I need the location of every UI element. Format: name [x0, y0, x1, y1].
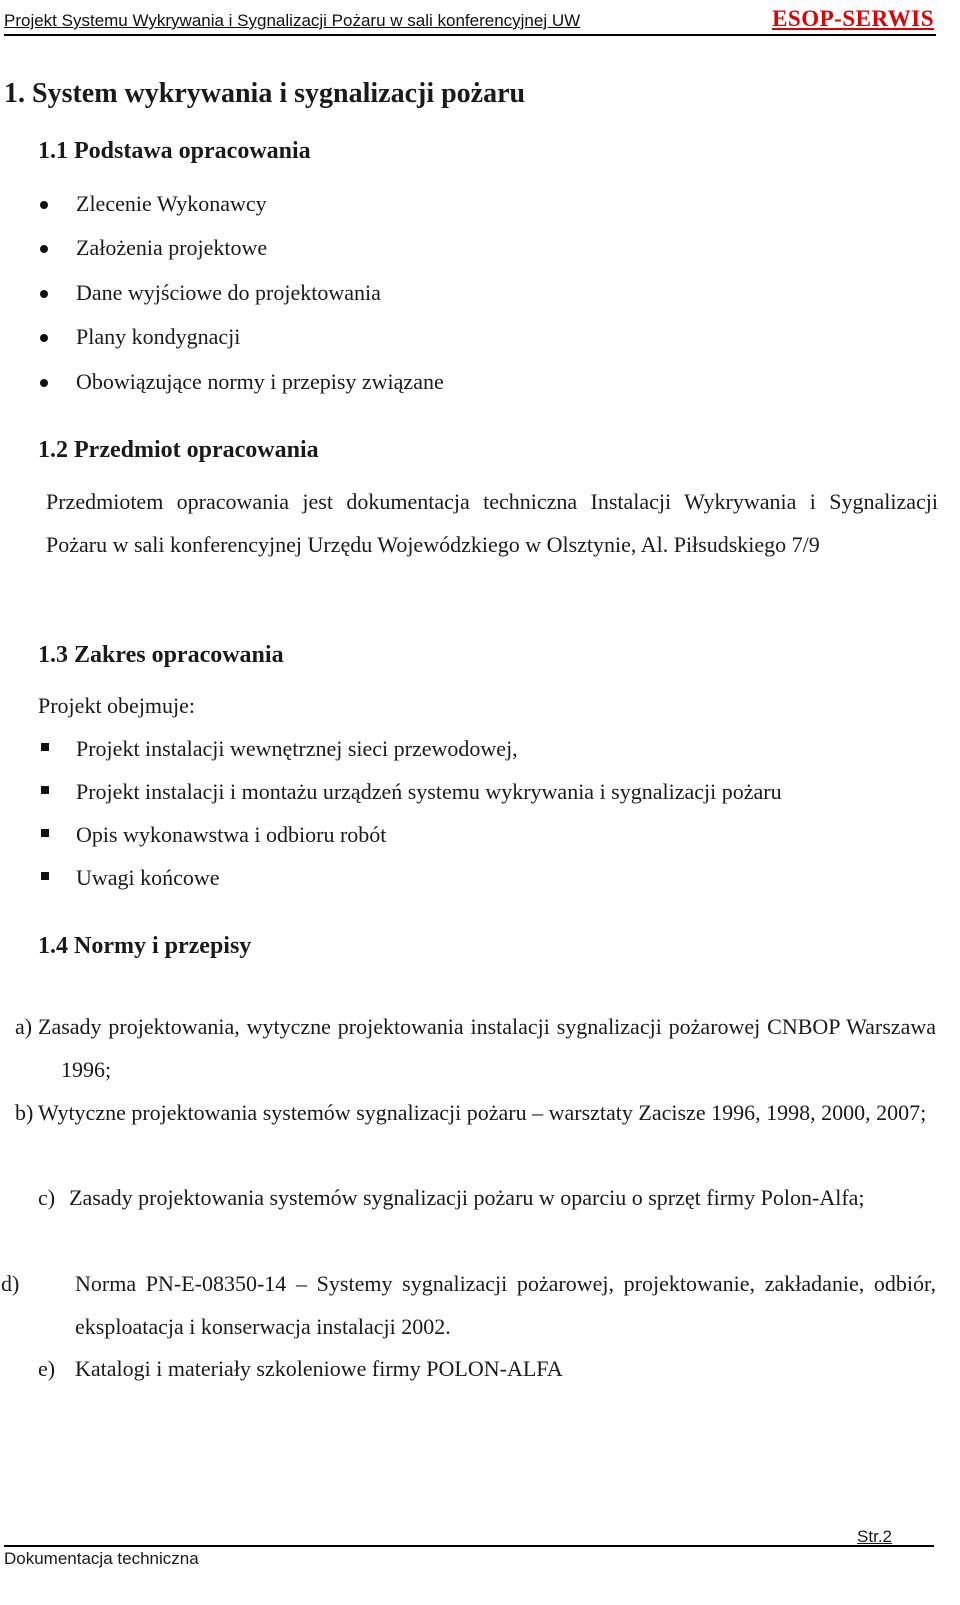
section-1-1-heading: 1.1 Podstawa opracowania [38, 138, 311, 164]
reference-item: a) Zasady projektowania, wytyczne projektowania instalacji sygnalizacji pożarowej CNBOP Warszawa 1996; [15, 1014, 936, 1082]
square-bullet-icon [41, 829, 49, 837]
bullet-icon [40, 245, 48, 253]
square-bullet-icon [41, 872, 49, 880]
list-item: Uwagi końcowe [76, 865, 220, 890]
list-item: Opis wykonawstwa i odbioru robót [76, 822, 387, 847]
bullet-icon [40, 290, 48, 298]
list-item: Zlecenie Wykonawcy [76, 191, 267, 216]
section-1-3-intro: Projekt obejmuje: [38, 693, 196, 718]
section-1-2-heading: 1.2 Przedmiot opracowania [38, 437, 319, 463]
reference-item [38, 1347, 936, 1390]
reference-item [1, 1262, 936, 1348]
list-item: Dane wyjściowe do projektowania [76, 280, 381, 305]
section-1-heading: 1. System wykrywania i sygnalizacji pożaru [4, 78, 526, 109]
square-bullet-icon [41, 786, 49, 794]
page-number: Str.2 [857, 1527, 892, 1546]
list-item: Plany kondygnacji [76, 324, 241, 349]
reference-text: Norma PN-E-08350-14 – Systemy sygnalizacji pożarowej, projektowanie, zakładanie, odbiór, eksploatacja i konserwacja instalacji 2002. [75, 1271, 936, 1339]
reference-marker: e) [38, 1356, 56, 1381]
footer-divider [4, 1545, 934, 1547]
list-item: Projekt instalacji wewnętrznej sieci przewodowej, [76, 736, 518, 761]
reference-text: Zasady projektowania systemów sygnalizacji pożaru w oparciu o sprzęt firmy Polon-Alfa; [69, 1185, 865, 1210]
header-title: Projekt Systemu Wykrywania i Sygnalizacji Pożaru w sali konferencyjnej UW [4, 11, 581, 30]
reference-marker: c) [38, 1185, 56, 1210]
list-item: Założenia projektowe [76, 235, 268, 260]
section-1-2-paragraph: Przedmiotem opracowania jest dokumentacja techniczna Instalacji Wykrywania i Sygnalizacji Pożaru w sali konferencyjnej Urzędu Wojewódzkiego w Olsztynie, Al. Piłsudskiego 7/9 [46, 489, 938, 557]
reference-marker: d) [1, 1271, 20, 1296]
list-item: Projekt instalacji i montażu urządzeń systemu wykrywania i sygnalizacji pożaru [76, 779, 782, 804]
header-brand: ESOP-SERWIS [772, 6, 934, 31]
section-1-3-heading: 1.3 Zakres opracowania [38, 642, 284, 668]
square-bullet-icon [41, 743, 49, 751]
reference-item [38, 1176, 936, 1219]
bullet-icon [40, 334, 48, 342]
reference-text: Katalogi i materiały szkoleniowe firmy POLON-ALFA [75, 1356, 563, 1381]
reference-text: Wytyczne projektowania systemów sygnalizacji pożaru – warsztaty Zacisze 1996, 1998, 2000, 2007; [38, 1100, 927, 1125]
reference-text: Zasady projektowania, wytyczne projektowania instalacji sygnalizacji pożarowej CNBOP Warszawa 1996; [38, 1014, 936, 1082]
footer-label: Dokumentacja techniczna [4, 1549, 199, 1568]
bullet-icon [40, 379, 48, 387]
page-header [4, 4, 936, 36]
bullet-icon [40, 201, 48, 209]
list-item: Obowiązujące normy i przepisy związane [76, 369, 444, 394]
reference-item: b) Wytyczne projektowania systemów sygnalizacji pożaru – warsztaty Zacisze 1996, 1998, 2000, 2007; [15, 1100, 927, 1125]
section-1-4-heading: 1.4 Normy i przepisy [38, 933, 252, 959]
